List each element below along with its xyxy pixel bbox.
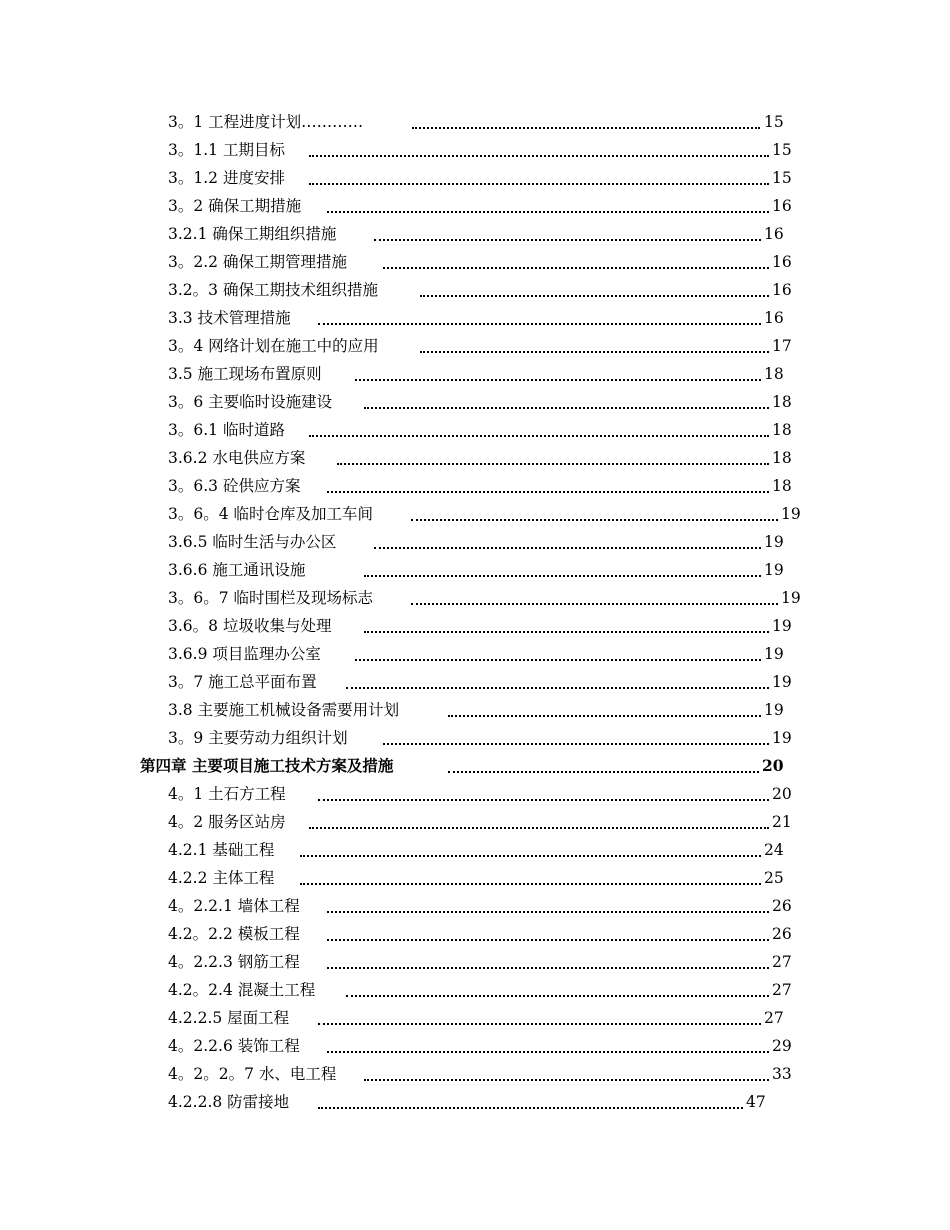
toc-entry-page: 27: [772, 953, 792, 971]
toc-entry-page: 16: [772, 197, 792, 215]
toc-entry-label: 4。2 服务区站房: [168, 813, 286, 831]
toc-entry-page: 18: [772, 421, 792, 439]
toc-leader-dots: [300, 855, 761, 857]
toc-entry-page: 19: [772, 673, 792, 691]
toc-entry-page: 15: [772, 169, 792, 187]
toc-entry: [0, 164, 950, 192]
toc-entry-page: 24: [764, 841, 784, 859]
toc-leader-dots: [318, 1107, 743, 1109]
toc-entry-label: 3。9 主要劳动力组织计划: [168, 729, 348, 747]
toc-entry-page: 18: [764, 365, 784, 383]
toc-entry-page: 19: [764, 645, 784, 663]
toc-entry-page: 47: [746, 1093, 766, 1111]
toc-entry-page: 20: [772, 785, 792, 803]
toc-entry: [0, 416, 950, 444]
toc-entry-label: 3。6 主要临时设施建设: [168, 393, 333, 411]
toc-entry-label: 3。7 施工总平面布置: [168, 673, 317, 691]
toc-entry-label: 3。2.2 确保工期管理措施: [168, 253, 347, 271]
toc-entry: [0, 640, 950, 668]
toc-entry-label: 3.6.6 施工通讯设施: [168, 561, 306, 579]
toc-entry-page: 16: [772, 281, 792, 299]
toc-entry: [0, 808, 950, 836]
toc-leader-dots: [355, 379, 761, 381]
toc-leader-dots: [327, 211, 769, 213]
toc-entry-label: 3.2.1 确保工期组织措施: [168, 225, 337, 243]
toc-entry-label: 3。1 工程进度计划…………: [168, 113, 364, 131]
toc-entry-label: 3.6.5 临时生活与办公区: [168, 533, 337, 551]
toc-entry-label: 4。2.2.6 装饰工程: [168, 1037, 300, 1055]
toc-entry-page: 16: [764, 309, 784, 327]
toc-leader-dots: [374, 547, 761, 549]
toc-leader-dots: [327, 1051, 769, 1053]
toc-entry: [0, 584, 950, 612]
toc-entry-label: 4.2。2.4 混凝土工程: [168, 981, 316, 999]
toc-entry: [0, 332, 950, 360]
toc-leader-dots: [364, 631, 769, 633]
toc-entry-label: 3.3 技术管理措施: [168, 309, 291, 327]
toc-entry-page: 21: [772, 813, 792, 831]
toc-entry-page: 16: [772, 253, 792, 271]
toc-entry: [0, 948, 950, 976]
toc-entry: [0, 472, 950, 500]
toc-leader-dots: [364, 575, 761, 577]
toc-leader-dots: [448, 771, 759, 773]
toc-entry-label: 4。2.2.1 墙体工程: [168, 897, 300, 915]
toc-leader-dots: [337, 463, 769, 465]
toc-entry: [0, 276, 950, 304]
toc-entry: [0, 836, 950, 864]
toc-leader-dots: [383, 267, 769, 269]
toc-entry: [0, 500, 950, 528]
toc-entry-page: 18: [772, 477, 792, 495]
toc-entry-page: 19: [781, 505, 801, 523]
toc-entry-page: 27: [772, 981, 792, 999]
toc-entry-page: 16: [764, 225, 784, 243]
toc-entry-page: 19: [772, 729, 792, 747]
toc-leader-dots: [318, 1023, 761, 1025]
toc-entry-label: 3。6。4 临时仓库及加工车间: [168, 505, 374, 523]
toc-leader-dots: [300, 883, 761, 885]
toc-entry: [0, 108, 950, 136]
toc-leader-dots: [327, 967, 769, 969]
toc-entry: [0, 1004, 950, 1032]
toc-leader-dots: [364, 407, 769, 409]
toc-entry: [0, 724, 950, 752]
toc-entry-page: 18: [772, 393, 792, 411]
toc-entry: [0, 780, 950, 808]
toc-entry-label: 3。1.2 进度安排: [168, 169, 285, 187]
toc-entry-label: 4.2.1 基础工程: [168, 841, 275, 859]
toc-entry: [0, 892, 950, 920]
toc-entry-page: 25: [764, 869, 784, 887]
toc-leader-dots: [318, 323, 761, 325]
toc-entry-label: 3。6.1 临时道路: [168, 421, 285, 439]
toc-leader-dots: [355, 659, 761, 661]
toc-entry: [0, 696, 950, 724]
toc-entry-page: 29: [772, 1037, 792, 1055]
toc-entry-label: 3.6.9 项目监理办公室: [168, 645, 321, 663]
toc-entry: [0, 668, 950, 696]
toc-chapter-page: 20: [762, 756, 784, 775]
toc-entry-label: 4。1 土石方工程: [168, 785, 286, 803]
toc-entry: [0, 864, 950, 892]
toc-entry: [0, 1032, 950, 1060]
toc-entry: [0, 976, 950, 1004]
toc-leader-dots: [346, 687, 769, 689]
toc-leader-dots: [346, 995, 769, 997]
toc-entry-label: 3。1.1 工期目标: [168, 141, 285, 159]
toc-entry: [0, 1060, 950, 1088]
toc-entry-page: 19: [781, 589, 801, 607]
toc-entry-page: 18: [772, 449, 792, 467]
toc-leader-dots: [411, 519, 778, 521]
toc-entry-page: 26: [772, 897, 792, 915]
toc-leader-dots: [327, 491, 769, 493]
toc-entry-label: 3.6.2 水电供应方案: [168, 449, 306, 467]
toc-entry: [0, 388, 950, 416]
toc-entry-label: 4.2.2.8 防雷接地: [168, 1093, 290, 1111]
toc-entry-label: 4.2。2.2 模板工程: [168, 925, 300, 943]
toc-leader-dots: [327, 911, 769, 913]
toc-entry-label: 3.5 施工现场布置原则: [168, 365, 322, 383]
toc-entry-label: 3。6.3 砼供应方案: [168, 477, 301, 495]
toc-entry: [0, 1088, 950, 1116]
toc-entry: [0, 528, 950, 556]
toc-leader-dots: [309, 435, 769, 437]
toc-leader-dots: [412, 127, 760, 129]
toc-leader-dots: [411, 603, 778, 605]
toc-entry: [0, 612, 950, 640]
toc-entry-label: 3。6。7 临时围栏及现场标志: [168, 589, 374, 607]
toc-leader-dots: [374, 239, 761, 241]
toc-entry-page: 17: [772, 337, 792, 355]
toc-entry-page: 15: [772, 141, 792, 159]
toc-entry-page: 15: [764, 113, 784, 131]
toc-entry-page: 33: [772, 1065, 792, 1083]
toc-leader-dots: [420, 351, 769, 353]
toc-entry: [0, 192, 950, 220]
toc-entry-page: 19: [764, 561, 784, 579]
toc-leader-dots: [309, 155, 769, 157]
toc-leader-dots: [309, 183, 769, 185]
toc-leader-dots: [383, 743, 769, 745]
toc-chapter-label: 第四章 主要项目施工技术方案及措施: [140, 756, 394, 775]
toc-leader-dots: [309, 827, 769, 829]
toc-entry-label: 4.2.2 主体工程: [168, 869, 275, 887]
toc-entry-page: 19: [772, 617, 792, 635]
toc-entry: [0, 220, 950, 248]
toc-leader-dots: [364, 1079, 769, 1081]
toc-entry: [0, 556, 950, 584]
toc-leader-dots: [327, 939, 769, 941]
toc-entry-label: 3。2 确保工期措施: [168, 197, 302, 215]
toc-entry-label: 4。2.2.3 钢筋工程: [168, 953, 300, 971]
toc-leader-dots: [420, 295, 769, 297]
table-of-contents: [0, 108, 950, 1116]
toc-entry-label: 3.6。8 垃圾收集与处理: [168, 617, 332, 635]
toc-entry: [0, 248, 950, 276]
toc-entry-page: 19: [764, 701, 784, 719]
toc-entry-label: 3。4 网络计划在施工中的应用: [168, 337, 379, 355]
toc-leader-dots: [448, 715, 761, 717]
toc-leader-dots: [318, 799, 769, 801]
toc-entry-label: 3.2。3 确保工期技术组织措施: [168, 281, 378, 299]
toc-entry-page: 27: [764, 1009, 784, 1027]
toc-entry: [0, 920, 950, 948]
toc-entry: [0, 360, 950, 388]
toc-entry: [0, 304, 950, 332]
toc-entry-label: 3.8 主要施工机械设备需要用计划: [168, 701, 400, 719]
toc-chapter-entry: [0, 752, 950, 780]
toc-entry-label: 4.2.2.5 屋面工程: [168, 1009, 290, 1027]
toc-entry-label: 4。2。2。7 水、电工程: [168, 1065, 337, 1083]
toc-entry-page: 26: [772, 925, 792, 943]
toc-entry: [0, 444, 950, 472]
toc-entry-page: 19: [764, 533, 784, 551]
toc-entry: [0, 136, 950, 164]
